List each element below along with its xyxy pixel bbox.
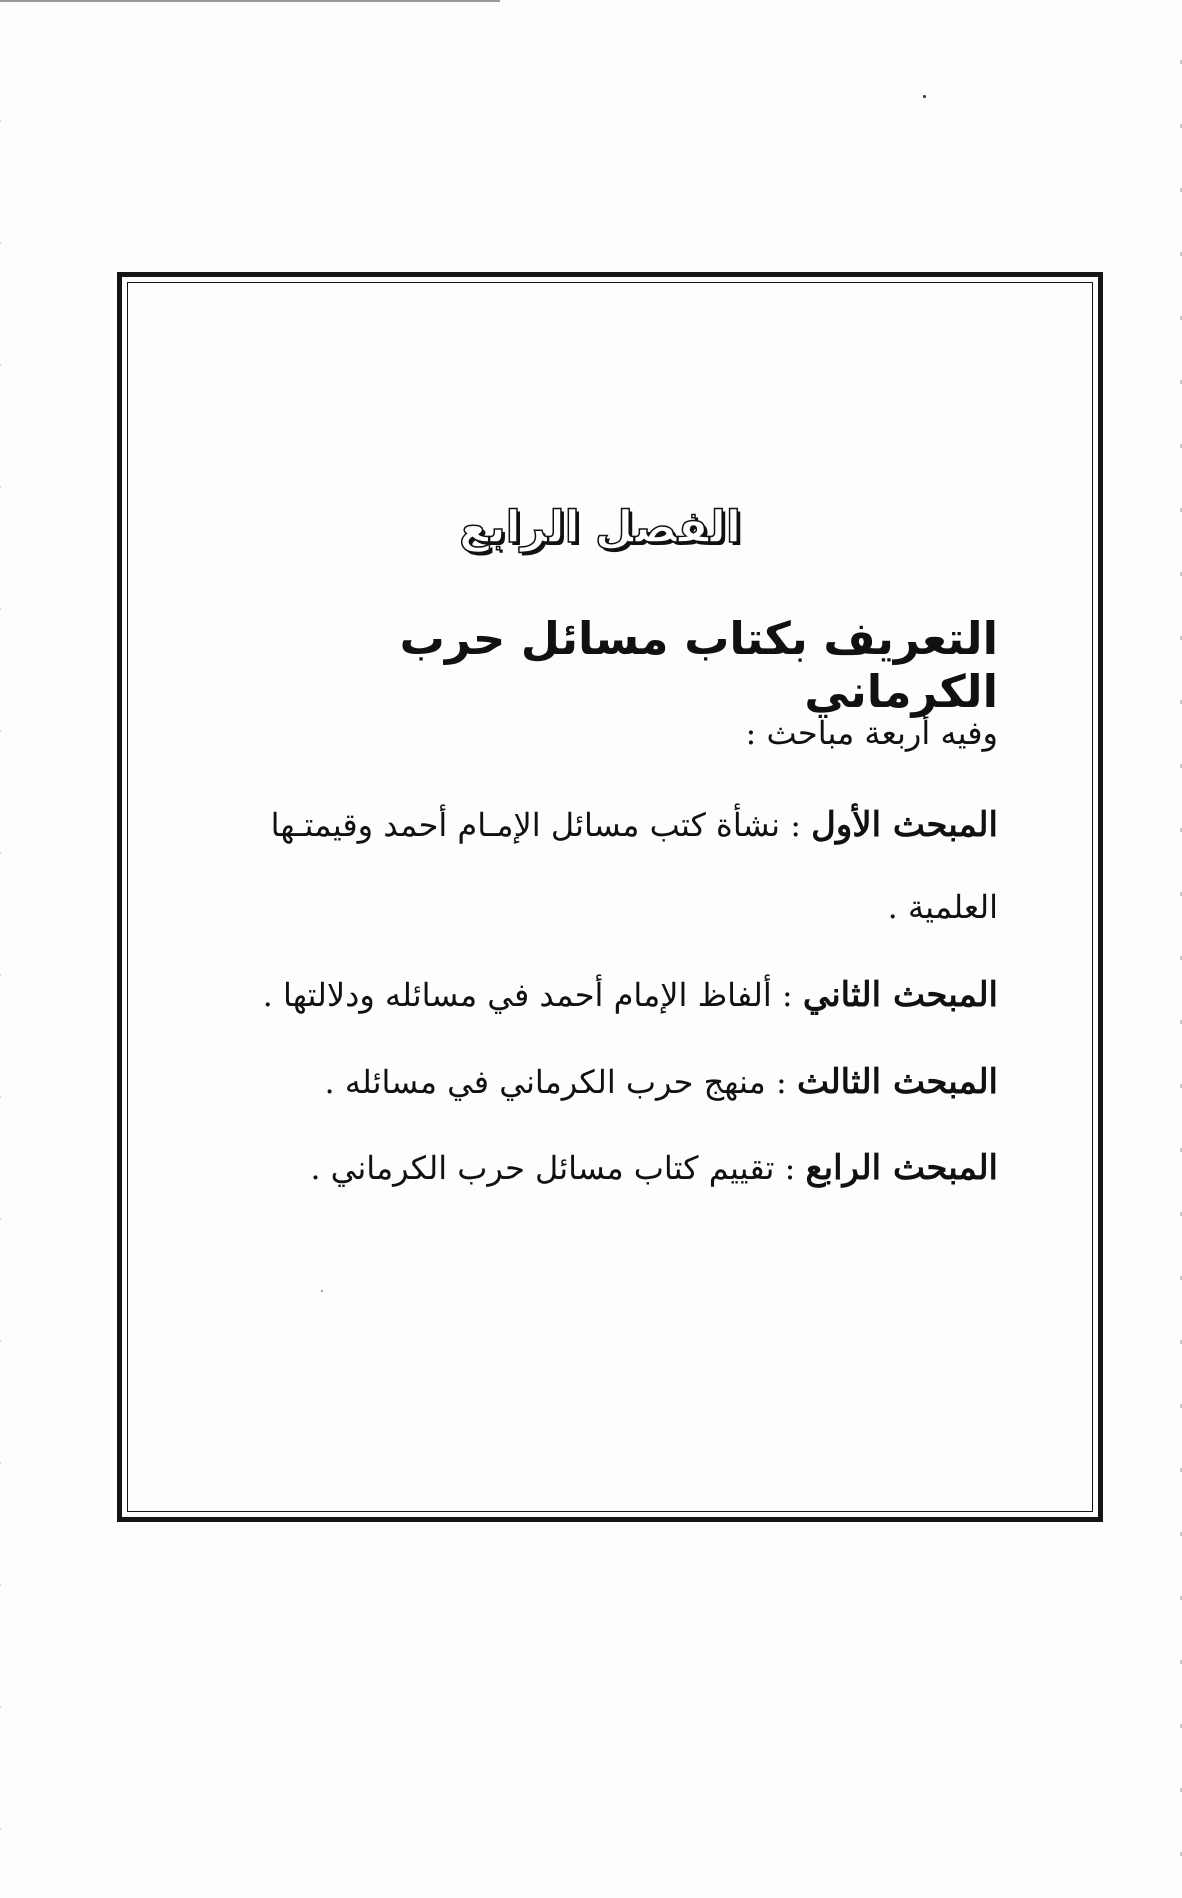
section-text: : نشأة كتب مسائل الإمـام أحمد وقيمتـها العلمية . [270,806,998,926]
chapter-title: الفصل الرابع [459,502,741,553]
section-label: المبحث الثاني [802,975,998,1015]
scan-speck [923,95,926,98]
section-item [182,1127,998,1209]
section-item [182,784,998,948]
section-label: المبحث الثالث [796,1062,998,1102]
book-title: التعريف بكتاب مسائل حرب الكرماني [399,612,998,718]
page-frame [117,272,1103,1522]
section-text: : منهج حرب الكرماني في مسائله . [324,1063,797,1101]
section-item [182,954,998,1036]
section-item [182,1041,998,1123]
section-label: المبحث الرابع [805,1148,998,1188]
section-text: : ألفاظ الإمام أحمد في مسائله ودلالتها . [262,976,803,1014]
section-text: : تقييم كتاب مسائل حرب الكرماني . [310,1149,806,1187]
scan-edge-marks [0,0,1,1898]
section-label: المبحث الأول [811,805,998,845]
chapter-content [182,277,998,1517]
scan-edge-line [0,0,500,2]
chapter-intro: وفيه أربعة مباحث : [745,714,998,752]
